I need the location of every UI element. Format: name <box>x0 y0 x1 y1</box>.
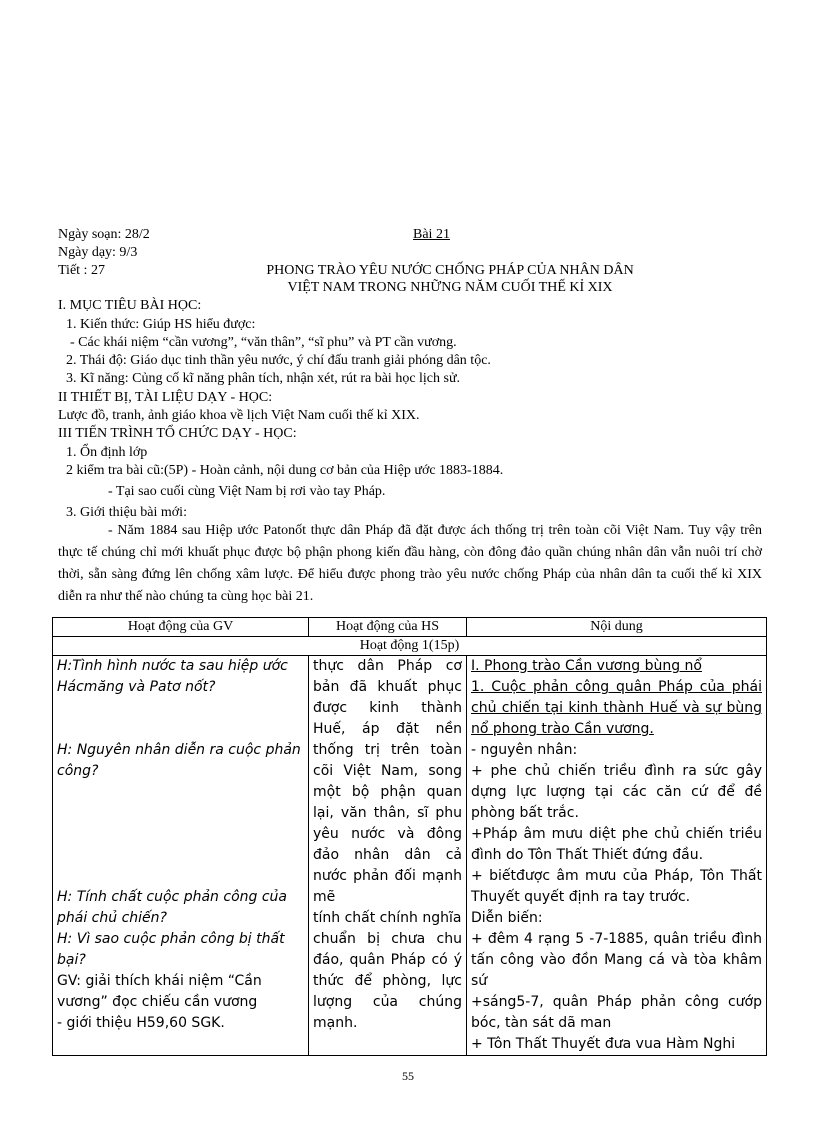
lesson-table <box>52 617 767 1056</box>
content-line: +sáng5-7, quân Pháp phản công cướp bóc, tàn sát dã man <box>471 994 762 1031</box>
title-line-1: PHONG TRÀO YÊU NƯỚC CHỐNG PHÁP CỦA NHÂN DÂN <box>266 263 634 278</box>
ngay-soan: Ngày soạn: 28/2 <box>58 227 150 242</box>
gv-note-1: GV: giải thích khái niệm “Cần vương” đọc chiếu cần vương <box>57 973 262 1010</box>
header-hs: Hoạt động của HS <box>309 618 467 637</box>
section-3-heading: III TIẾN TRÌNH TỔ CHỨC DẠY - HỌC: <box>58 426 297 441</box>
content-line: + đêm 4 rạng 5 -7-1885, quân triều đình tấn công vào đồn Mang cá và tòa khâm sứ <box>471 931 762 989</box>
content-line: Diễn biến: <box>471 910 543 926</box>
hs-column <box>309 656 467 1056</box>
gv-column <box>53 656 309 1056</box>
hs-answer-2: tính chất chính nghĩa <box>313 910 462 926</box>
step-1: 1. Ổn định lớp <box>66 445 148 460</box>
header-noi-dung: Nội dung <box>467 618 767 637</box>
objective-item: - Các khái niệm “cần vương”, “văn thân”, “sĩ phu” và PT cần vương. <box>70 335 457 350</box>
content-line: + phe chủ chiến triều đình ra sức gây dựng lực lượng tại các căn cứ để đề phòng bất trắc. <box>471 763 762 821</box>
step-2: 2 kiểm tra bài cũ:(5P) - Hoàn cảnh, nội dung cơ bản của Hiệp ước 1883-1884. <box>66 463 504 478</box>
gv-question-4: H: Vì sao cuộc phản công bị thất bại? <box>57 931 285 968</box>
step-3: 3. Giới thiệu bài mới: <box>66 505 187 520</box>
header-gv: Hoạt động của GV <box>53 618 309 637</box>
section-1-heading: I. MỤC TIÊU BÀI HỌC: <box>58 298 202 313</box>
hs-answer-1: thực dân Pháp cơ bản đã khuất phục được kinh thành Huế, áp đặt nền thống trị trên toàn cõi Việt Nam, song một bộ phận quan lại, văn thân, sĩ phu yêu nước và đông đảo nhân dân cả nước phản đối mạnh mẽ <box>313 658 462 905</box>
gv-note-2: - giới thiệu H59,60 SGK. <box>57 1015 225 1031</box>
ngay-day: Ngày dạy: 9/3 <box>58 245 138 260</box>
page-number: 55 <box>402 1069 414 1083</box>
content-heading-2: 1. Cuộc phản công quân Pháp của phái chủ chiến tại kinh thành Huế và sự bùng nổ phong trào Cần vương. <box>471 679 762 737</box>
objective-item: 1. Kiến thức: Giúp HS hiểu được: <box>66 317 256 332</box>
content-line: + biếtđược âm mưu của Pháp, Tôn Thất Thuyết quyết định ra tay trước. <box>471 868 762 905</box>
gv-question-1: H:Tình hình nước ta sau hiệp ước Hácmăng và Patơ nốt? <box>57 658 288 695</box>
section-2-heading: II THIẾT BỊ, TÀI LIỆU DẠY - HỌC: <box>58 390 273 405</box>
hs-answer-3: chuẩn bị chưa chu đáo, quân Pháp có ý thức để phòng, lực lượng của chúng mạnh. <box>313 931 462 1031</box>
content-line: + Tôn Thất Thuyết đưa vua Hàm Nghi <box>471 1036 736 1052</box>
content-line: +Pháp âm mưu diệt phe chủ chiến triều đình do Tôn Thất Thiết đứng đầu. <box>471 826 762 863</box>
title-line-2: VIỆT NAM TRONG NHỮNG NĂM CUỐI THẾ KỈ XIX <box>287 280 613 295</box>
content-heading-1: I. Phong trào Cần vương bùng nổ <box>471 658 702 674</box>
gv-question-3: H: Tính chất cuộc phản công của phái chủ chiến? <box>57 889 287 926</box>
section-2-text: Lược đồ, tranh, ảnh giáo khoa về lịch Việt Nam cuối thế kỉ XIX. <box>58 408 420 423</box>
objective-item: 2. Thái độ: Giáo dục tinh thần yêu nước, ý chí đấu tranh giải phóng dân tộc. <box>66 353 491 368</box>
step-2-question: - Tại sao cuối cùng Việt Nam bị rơi vào tay Pháp. <box>108 484 386 499</box>
intro-paragraph: - Năm 1884 sau Hiệp ước Patonốt thực dân Pháp đã đặt được ách thống trị trên toàn cõi Việt Nam. Tuy vậy trên thực tế chúng chỉ mới khuất phục được bộ phận phong kiến đầu hàng, còn đông đảo quần chúng nhân dân vẫn nuôi trí chờ thời, sẵn sàng đứng lên chống xâm lược. Để hiểu được phong trào yêu nước chống Pháp của nhân dân ta cuối thế kỉ XIX diễn ra như thế nào chúng ta cùng học bài 21. <box>58 523 762 604</box>
tiet: Tiết : 27 <box>58 263 105 278</box>
gv-question-2: H: Nguyên nhân diễn ra cuộc phản công? <box>57 742 301 779</box>
activity-label: Hoạt động 1(15p) <box>53 637 767 656</box>
content-line: - nguyên nhân: <box>471 742 578 758</box>
content-column <box>467 656 767 1056</box>
objective-item: 3. Kĩ năng: Củng cố kĩ năng phân tích, nhận xét, rút ra bài học lịch sử. <box>66 371 461 386</box>
lesson-number: Bài 21 <box>413 227 450 242</box>
